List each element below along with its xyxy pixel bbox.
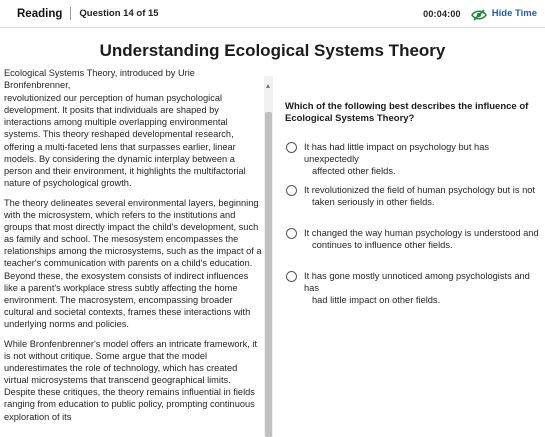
radio-button[interactable] bbox=[286, 185, 297, 196]
option-text-line1: It has gone mostly unnoticed among psychologists and has bbox=[304, 271, 530, 293]
reading-passage[interactable] bbox=[4, 68, 262, 437]
header-divider bbox=[70, 7, 71, 20]
option-text-line2: taken seriously in other fields. bbox=[312, 197, 435, 207]
answer-option-3[interactable] bbox=[286, 227, 544, 270]
top-bar bbox=[0, 0, 545, 28]
radio-button[interactable] bbox=[286, 228, 297, 239]
radio-button[interactable] bbox=[286, 271, 297, 282]
question-counter: Question 14 of 15 bbox=[79, 8, 159, 19]
question-prompt: Which of the following best describes the influence of Ecological Systems Theory? bbox=[285, 101, 529, 124]
section-title: Reading bbox=[17, 7, 63, 20]
option-text-line2: affected other fields. bbox=[312, 166, 396, 176]
answer-option-2[interactable] bbox=[286, 184, 544, 227]
timer: 00:04:00 bbox=[423, 8, 461, 19]
option-text-line1: It changed the way human psychology is understood and bbox=[304, 228, 539, 238]
passage-paragraph-1: revolutionized our perception of human psychological development. It posits that individuals are shaped by interactions among multiple overlapping environmental systems. This theory reshaped developmental research, offering a multi-faceted lens that surpasses earlier, linear models. By considering the dynamic interplay between a person and their environment, it highlights the multifactorial nature of psychological growth. bbox=[4, 93, 246, 188]
answer-option-1[interactable] bbox=[286, 141, 544, 184]
scroll-up-arrow-icon[interactable] bbox=[266, 84, 270, 88]
option-text-line2: had little impact on other fields. bbox=[312, 295, 441, 305]
eye-slash-icon[interactable] bbox=[471, 8, 487, 20]
answer-option-4[interactable] bbox=[286, 270, 544, 313]
option-text-line2: continues to influence other fields. bbox=[312, 240, 453, 250]
option-text-line1: It has had little impact on psychology but has unexpectedly bbox=[304, 142, 490, 164]
radio-button[interactable] bbox=[286, 142, 297, 153]
hide-time-button[interactable]: Hide Time bbox=[491, 8, 537, 19]
answer-options bbox=[286, 141, 544, 313]
passage-paragraph-3: While Bronfenbrenner's model offers an intricate framework, it is not without critique. Some argue that the model underestimates the role of technology, which has created virtual microsystems that transcend geographical limits. Despite these critiques, the theory remains influential in fields ranging from education to public policy, prompting continuous exploration of its bbox=[4, 338, 257, 422]
scrollbar-thumb[interactable] bbox=[265, 112, 272, 437]
passage-clipped-line: Ecological Systems Theory, introduced by Urie Bronfenbrenner, bbox=[4, 68, 195, 91]
passage-scrollbar[interactable] bbox=[264, 76, 273, 437]
option-text-line1: It revolutionized the field of human psychology but is not bbox=[304, 185, 536, 195]
page-title: Understanding Ecological Systems Theory bbox=[99, 41, 446, 60]
passage-paragraph-2: The theory delineates several environmental layers, beginning with the microsystem, which refers to the institutions and groups that most directly impact the child's development, such as family and school. The mesosystem encompasses the relationships among the microsystems, such as the impact of a teacher's communication with parents on a child's education. Beyond these, the exosystem consists of indirect influences like a parent's workplace stress subtly affecting the home environment. The macrosystem, encompassing broader cultural and societal contexts, frames these interactions with underlying norms and policies. bbox=[4, 197, 262, 329]
